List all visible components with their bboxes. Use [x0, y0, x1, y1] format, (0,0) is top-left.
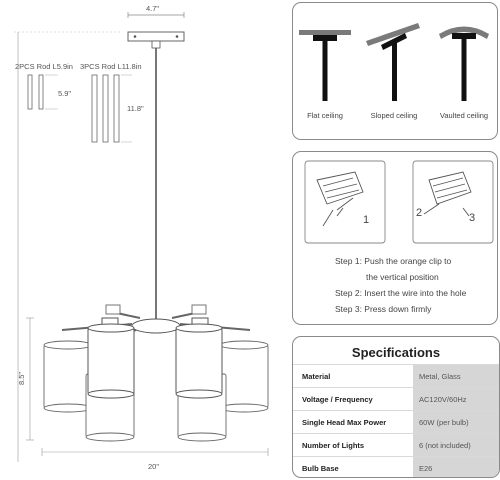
step-2-text: Step 2: Insert the wire into the hole: [335, 288, 467, 298]
step-1-text: Step 1: Push the orange clip to: [335, 256, 452, 266]
spec-key: Voltage / Frequency: [302, 395, 373, 404]
spec-row-material: [293, 364, 499, 387]
vaulted-ceiling-icon: [439, 27, 489, 102]
short-rod-label: 2PCS Rod L5.9in: [15, 62, 73, 71]
spec-key: Bulb Base: [302, 464, 339, 473]
spec-key: Material: [302, 372, 331, 381]
spec-value: 60W (per bulb): [413, 411, 499, 434]
rod-drawings: [0, 0, 290, 160]
spec-row-voltage: [293, 387, 499, 410]
callout-1: 1: [363, 214, 370, 226]
flat-ceiling-icon: [299, 30, 351, 101]
wire-connector-drawings: [293, 152, 499, 326]
step-1-continued: the vertical position: [366, 272, 439, 282]
ceiling-icons: [293, 3, 499, 141]
spec-value: E26: [413, 457, 499, 478]
ceiling-types-panel: [292, 2, 498, 140]
spec-row-number-of-lights: [293, 433, 499, 456]
spec-key: Single Head Max Power: [302, 418, 387, 427]
long-rod-label: 3PCS Rod L11.8in: [80, 62, 142, 71]
spec-key: Number of Lights: [302, 441, 365, 450]
fixture-width-label: 20": [148, 462, 160, 471]
sloped-ceiling-label: Sloped ceiling: [370, 111, 418, 120]
flat-ceiling-label: Flat ceiling: [307, 111, 343, 120]
wiring-panel: [292, 151, 498, 325]
callout-3: 3: [469, 212, 476, 224]
short-rod-length: 5.9": [58, 89, 72, 98]
spec-value: Metal, Glass: [413, 365, 499, 388]
specifications-title: Specifications: [351, 345, 441, 360]
sloped-ceiling-icon: [366, 23, 420, 101]
specifications-panel: [292, 336, 500, 478]
fixture-height-label: 8.5": [17, 371, 27, 386]
spec-row-bulb-base: [293, 456, 499, 478]
spec-row-max-power: [293, 410, 499, 433]
long-rod-length: 11.8": [127, 104, 144, 113]
spec-value: 6 (not included): [413, 434, 499, 457]
step-3-text: Step 3: Press down firmly: [335, 304, 432, 314]
spec-value: AC120V/60Hz: [413, 388, 499, 411]
callout-2: 2: [416, 207, 423, 219]
top-width-label: 4.7": [146, 4, 160, 13]
vaulted-ceiling-label: Vaulted ceiling: [439, 111, 489, 120]
